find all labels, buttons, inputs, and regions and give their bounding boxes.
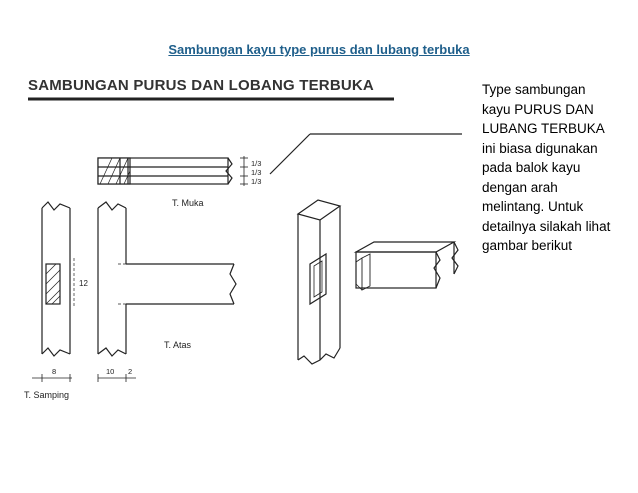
dim-12: 12 xyxy=(79,279,88,288)
drawing-heading: SAMBUNGAN PURUS DAN LOBANG TERBUKA xyxy=(28,77,374,94)
isometric-view xyxy=(298,200,458,364)
dim-8: 8 xyxy=(52,367,57,376)
label-muka: T. Muka xyxy=(172,198,204,208)
dim-third-3: 1/3 xyxy=(251,177,262,186)
dim-third-1: 1/3 xyxy=(251,159,262,168)
dim-10: 10 xyxy=(106,367,115,376)
label-atas: T. Atas xyxy=(164,340,192,350)
joint-drawing xyxy=(22,68,462,406)
top-view xyxy=(98,202,236,382)
front-view xyxy=(98,156,248,186)
joint-drawing-svg xyxy=(22,68,462,406)
side-view xyxy=(32,202,74,382)
dim-third-2: 1/3 xyxy=(251,168,262,177)
label-samping: T. Samping xyxy=(24,390,70,400)
dim-2: 2 xyxy=(128,367,133,376)
slide-title: Sambungan kayu type purus dan lubang terbuka xyxy=(168,42,470,57)
description-text: Type sambungan kayu PURUS DAN LUBANG TERBUKA ini biasa digunakan pada balok kayu dengan arah melintang. Untuk detailnya silakah lihat gambar berikut xyxy=(482,82,611,253)
divider-diagonal xyxy=(270,134,310,174)
